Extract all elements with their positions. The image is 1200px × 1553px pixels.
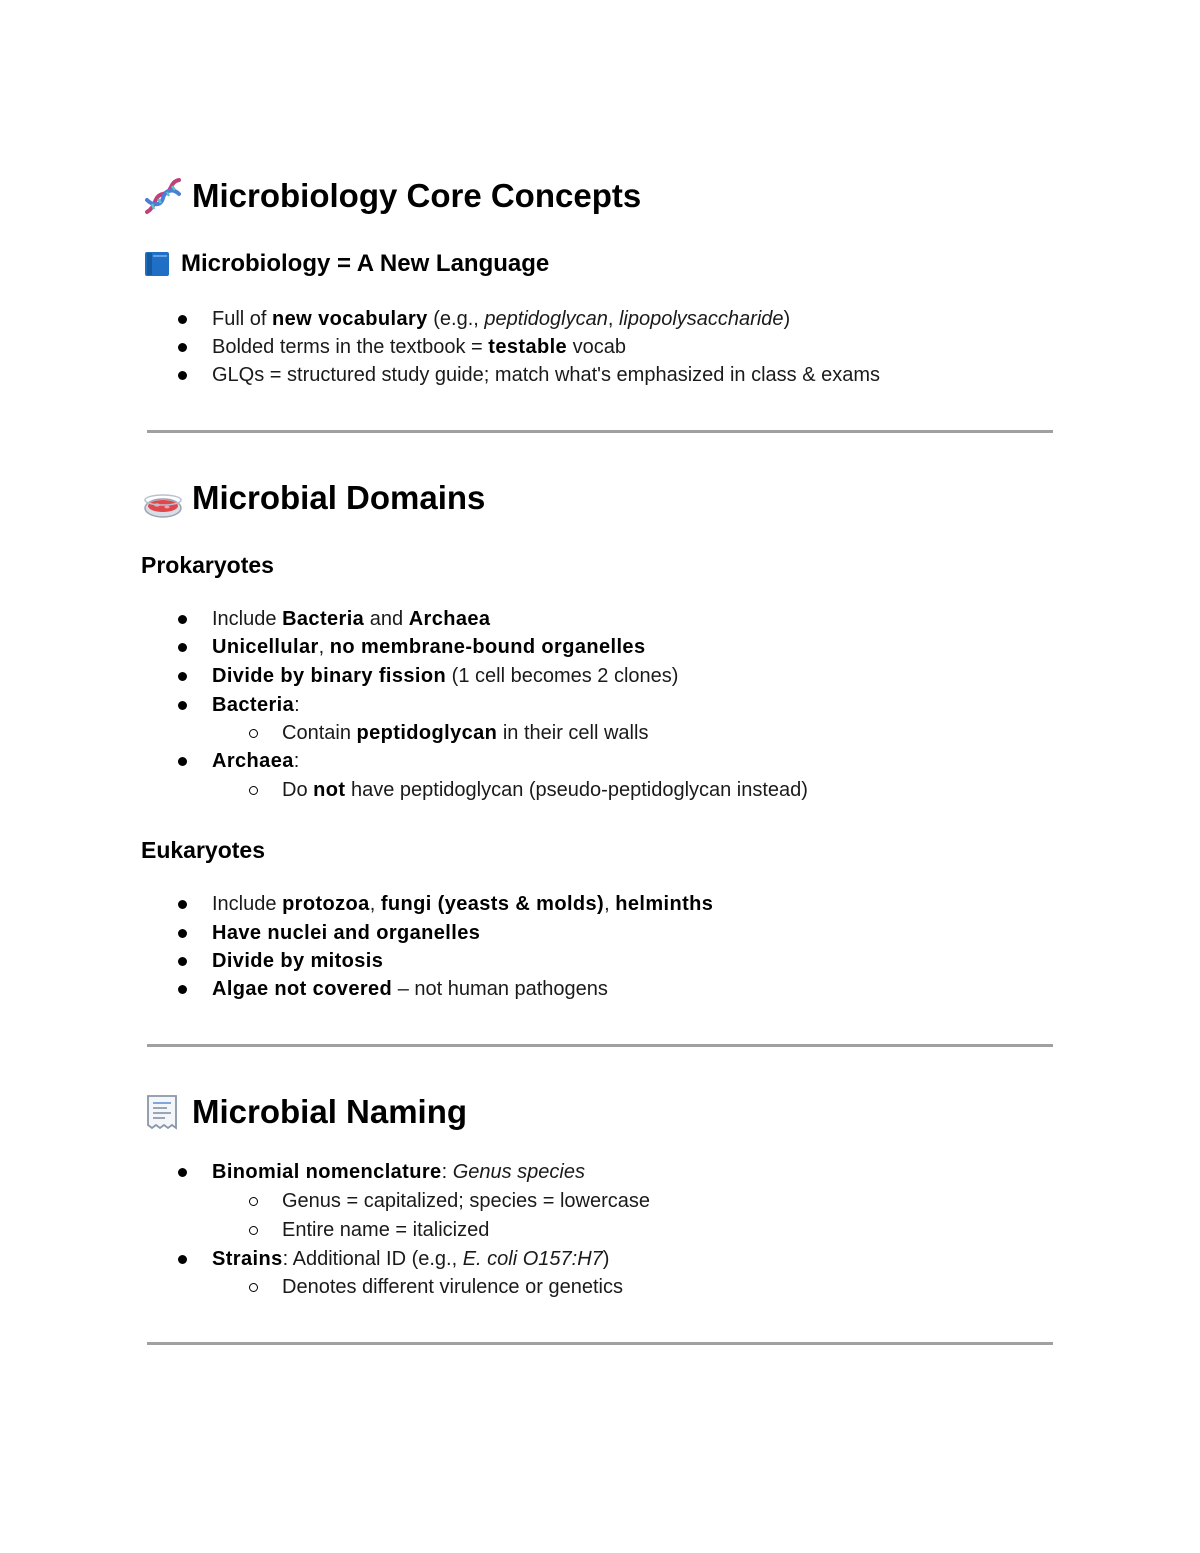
dna-icon: [143, 178, 183, 216]
list-item: Include protozoa, fungi (yeasts & molds), helminths: [212, 893, 714, 915]
list-item: Strains: Additional ID (e.g., E. coli O157:H7): [212, 1248, 610, 1270]
bullet-icon: [178, 643, 187, 652]
sub-bullet-icon: [249, 1226, 258, 1235]
sub-bullet-icon: [249, 1283, 258, 1292]
list-item: Contain peptidoglycan in their cell walls: [282, 722, 649, 744]
bullet-icon: [178, 672, 187, 681]
petri-dish-icon: [143, 490, 183, 520]
bullet-icon: [178, 985, 187, 994]
bullet-icon: [178, 1255, 187, 1264]
sub-bullet-icon: [249, 729, 258, 738]
divider: [147, 1342, 1053, 1345]
list-item: GLQs = structured study guide; match what's emphasized in class & exams: [212, 364, 881, 386]
list-item: Include Bacteria and Archaea: [212, 608, 491, 630]
section-title: Microbial Naming: [192, 1093, 468, 1130]
bullet-icon: [178, 701, 187, 710]
bullet-icon: [178, 343, 187, 352]
page-title: Microbiology Core Concepts: [192, 177, 642, 214]
bullet-icon: [178, 615, 187, 624]
list-item: Binomial nomenclature: Genus species: [212, 1161, 585, 1183]
list-item: Genus = capitalized; species = lowercase: [282, 1190, 650, 1212]
bullet-icon: [178, 371, 187, 380]
list-item: Divide by mitosis: [212, 950, 384, 972]
sub-bullet-icon: [249, 786, 258, 795]
bullet-icon: [178, 957, 187, 966]
list-item: Divide by binary fission (1 cell becomes 2 clones): [212, 665, 679, 687]
list-item: Denotes different virulence or genetics: [282, 1276, 623, 1298]
section-title: Microbial Domains: [192, 479, 486, 516]
divider: [147, 430, 1053, 433]
divider: [147, 1044, 1053, 1047]
list-item: Bacteria:: [212, 694, 300, 716]
list-item: Do not have peptidoglycan (pseudo-peptidoglycan instead): [282, 779, 808, 801]
list-item: Have nuclei and organelles: [212, 922, 481, 944]
bullet-icon: [178, 757, 187, 766]
list-item: Full of new vocabulary (e.g., peptidoglycan, lipopolysaccharide): [212, 308, 791, 330]
blue-book-icon: [144, 251, 170, 277]
section-subtitle: Microbiology = A New Language: [181, 250, 550, 277]
bullet-icon: [178, 1168, 187, 1177]
list-item: Unicellular, no membrane-bound organelles: [212, 636, 646, 658]
list-item: Entire name = italicized: [282, 1219, 490, 1241]
bullet-icon: [178, 315, 187, 324]
subsection-heading: Eukaryotes: [141, 837, 266, 863]
list-item: Algae not covered – not human pathogens: [212, 978, 608, 1000]
bullet-icon: [178, 929, 187, 938]
receipt-icon: [145, 1093, 179, 1131]
list-item: Archaea:: [212, 750, 300, 772]
bullet-icon: [178, 900, 187, 909]
list-item: Bolded terms in the textbook = testable vocab: [212, 336, 627, 358]
sub-bullet-icon: [249, 1197, 258, 1206]
subsection-heading: Prokaryotes: [141, 552, 274, 578]
